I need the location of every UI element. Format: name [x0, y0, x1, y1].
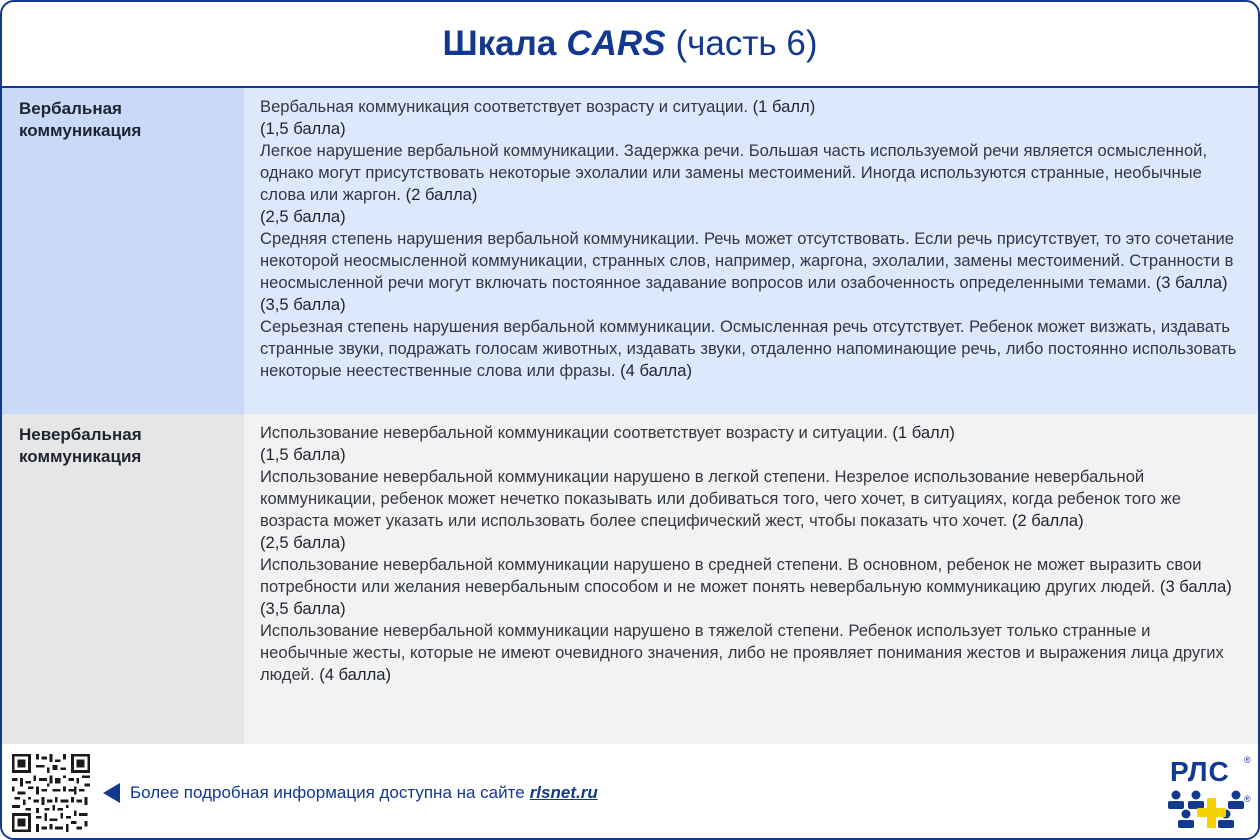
paragraph	[260, 96, 1242, 118]
info-label: Более подробная информация доступна на сайте	[130, 783, 525, 802]
paragraph	[260, 140, 1242, 206]
title-part: (часть 6)	[675, 24, 818, 63]
site-link[interactable]: rlsnet.ru	[529, 783, 598, 802]
score-label: (4 балла)	[319, 665, 392, 684]
paragraph-text: Использование невербальной коммуникации нарушено в легкой степени. Незрелое использование невербальной коммуникации, ребенок может нечетко показывать или добиваться того, чего хочет, в ситуациях, когда ребенок того же возраста может указать или использовать более специфический жест, чтобы показать что хочет.	[260, 467, 1181, 530]
registered-mark: ®	[1244, 755, 1251, 765]
paragraph	[260, 294, 1242, 316]
more-info-text	[130, 783, 598, 803]
paragraph	[260, 444, 1242, 466]
score-label: (1,5 балла)	[260, 445, 346, 464]
row-description	[260, 96, 1242, 382]
paragraph-text: Вербальная коммуникация соответствует возрасту и ситуации.	[260, 97, 749, 116]
paragraph	[260, 316, 1242, 382]
row-label: Вербальная коммуникация	[2, 88, 244, 414]
paragraph	[260, 554, 1242, 598]
paragraph	[260, 532, 1242, 554]
table-row-verbal	[2, 88, 1258, 414]
paragraph-text: Средняя степень нарушения вербальной коммуникации. Речь может отсутствовать. Если речь присутствует, то это сочетание некоторой неосмысленной коммуникации, странных слов, например, жаргона, эхолалии, замены местоимений. Странности в неосмысленной речи могут включать постоянное задавание вопросов или озабоченность определенными темами.	[260, 229, 1235, 292]
score-label: (1 балл)	[752, 97, 816, 116]
paragraph	[260, 466, 1242, 532]
paragraph-text: Легкое нарушение вербальной коммуникации. Задержка речи. Большая часть используемой речи является осмысленной, однако могут присутствовать некоторые эхолалии или замены местоимений. Иногда используются странные, необычные слова или жаргон.	[260, 141, 1208, 204]
paragraph	[260, 206, 1242, 228]
paragraph-text: Использование невербальной коммуникации соответствует возрасту и ситуации.	[260, 423, 888, 442]
score-label: (3 балла)	[1155, 273, 1228, 292]
paragraph-text: Серьезная степень нарушения вербальной коммуникации. Осмысленная речь отсутствует. Ребенок может визжать, издавать странные звуки, подражать голосам животных, издавать звуки, отдаленно напоминающие речь, либо постоянно использовать некоторые неестественные слова или фразы.	[260, 317, 1237, 380]
score-label: (2,5 балла)	[260, 207, 346, 226]
page-title	[2, 2, 1258, 88]
score-label: (3,5 балла)	[260, 599, 346, 618]
score-label: (3 балла)	[1159, 577, 1232, 596]
logo-figures-icon	[1166, 790, 1246, 838]
score-label: (2 балла)	[405, 185, 478, 204]
paragraph	[260, 228, 1242, 294]
score-label: (1,5 балла)	[260, 119, 346, 138]
row-label: Невербальная коммуникация	[2, 414, 244, 744]
arrow-left-icon	[103, 783, 120, 803]
score-label: (2,5 балла)	[260, 533, 346, 552]
score-label: (3,5 балла)	[260, 295, 346, 314]
score-label: (2 балла)	[1011, 511, 1084, 530]
paragraph-text: Использование невербальной коммуникации нарушено в средней степени. В основном, ребенок не может выразить свои потребности или желания невербальным способом и не может понять невербальную коммуникацию других людей.	[260, 555, 1202, 596]
row-description	[260, 422, 1242, 686]
score-label: (4 балла)	[620, 361, 692, 380]
footer	[2, 744, 1258, 840]
logo-text: РЛС	[1170, 756, 1230, 787]
title-emphasis: CARS	[566, 24, 666, 63]
registered-mark: ®	[1244, 794, 1251, 804]
title-main: Шкала	[442, 24, 557, 63]
paragraph	[260, 620, 1242, 686]
paragraph	[260, 422, 1242, 444]
paragraph-text: Использование невербальной коммуникации нарушено в тяжелой степени. Ребенок использует только странные и необычные жесты, которые не имеют очевидного значения, либо не проявляет понимания жестов и выражения лица других людей.	[260, 621, 1224, 684]
paragraph	[260, 598, 1242, 620]
score-label: (1 балл)	[892, 423, 955, 442]
rls-logo	[1166, 752, 1252, 838]
qr-code-icon[interactable]	[12, 754, 90, 832]
table-row-nonverbal	[2, 414, 1258, 744]
paragraph	[260, 118, 1242, 140]
